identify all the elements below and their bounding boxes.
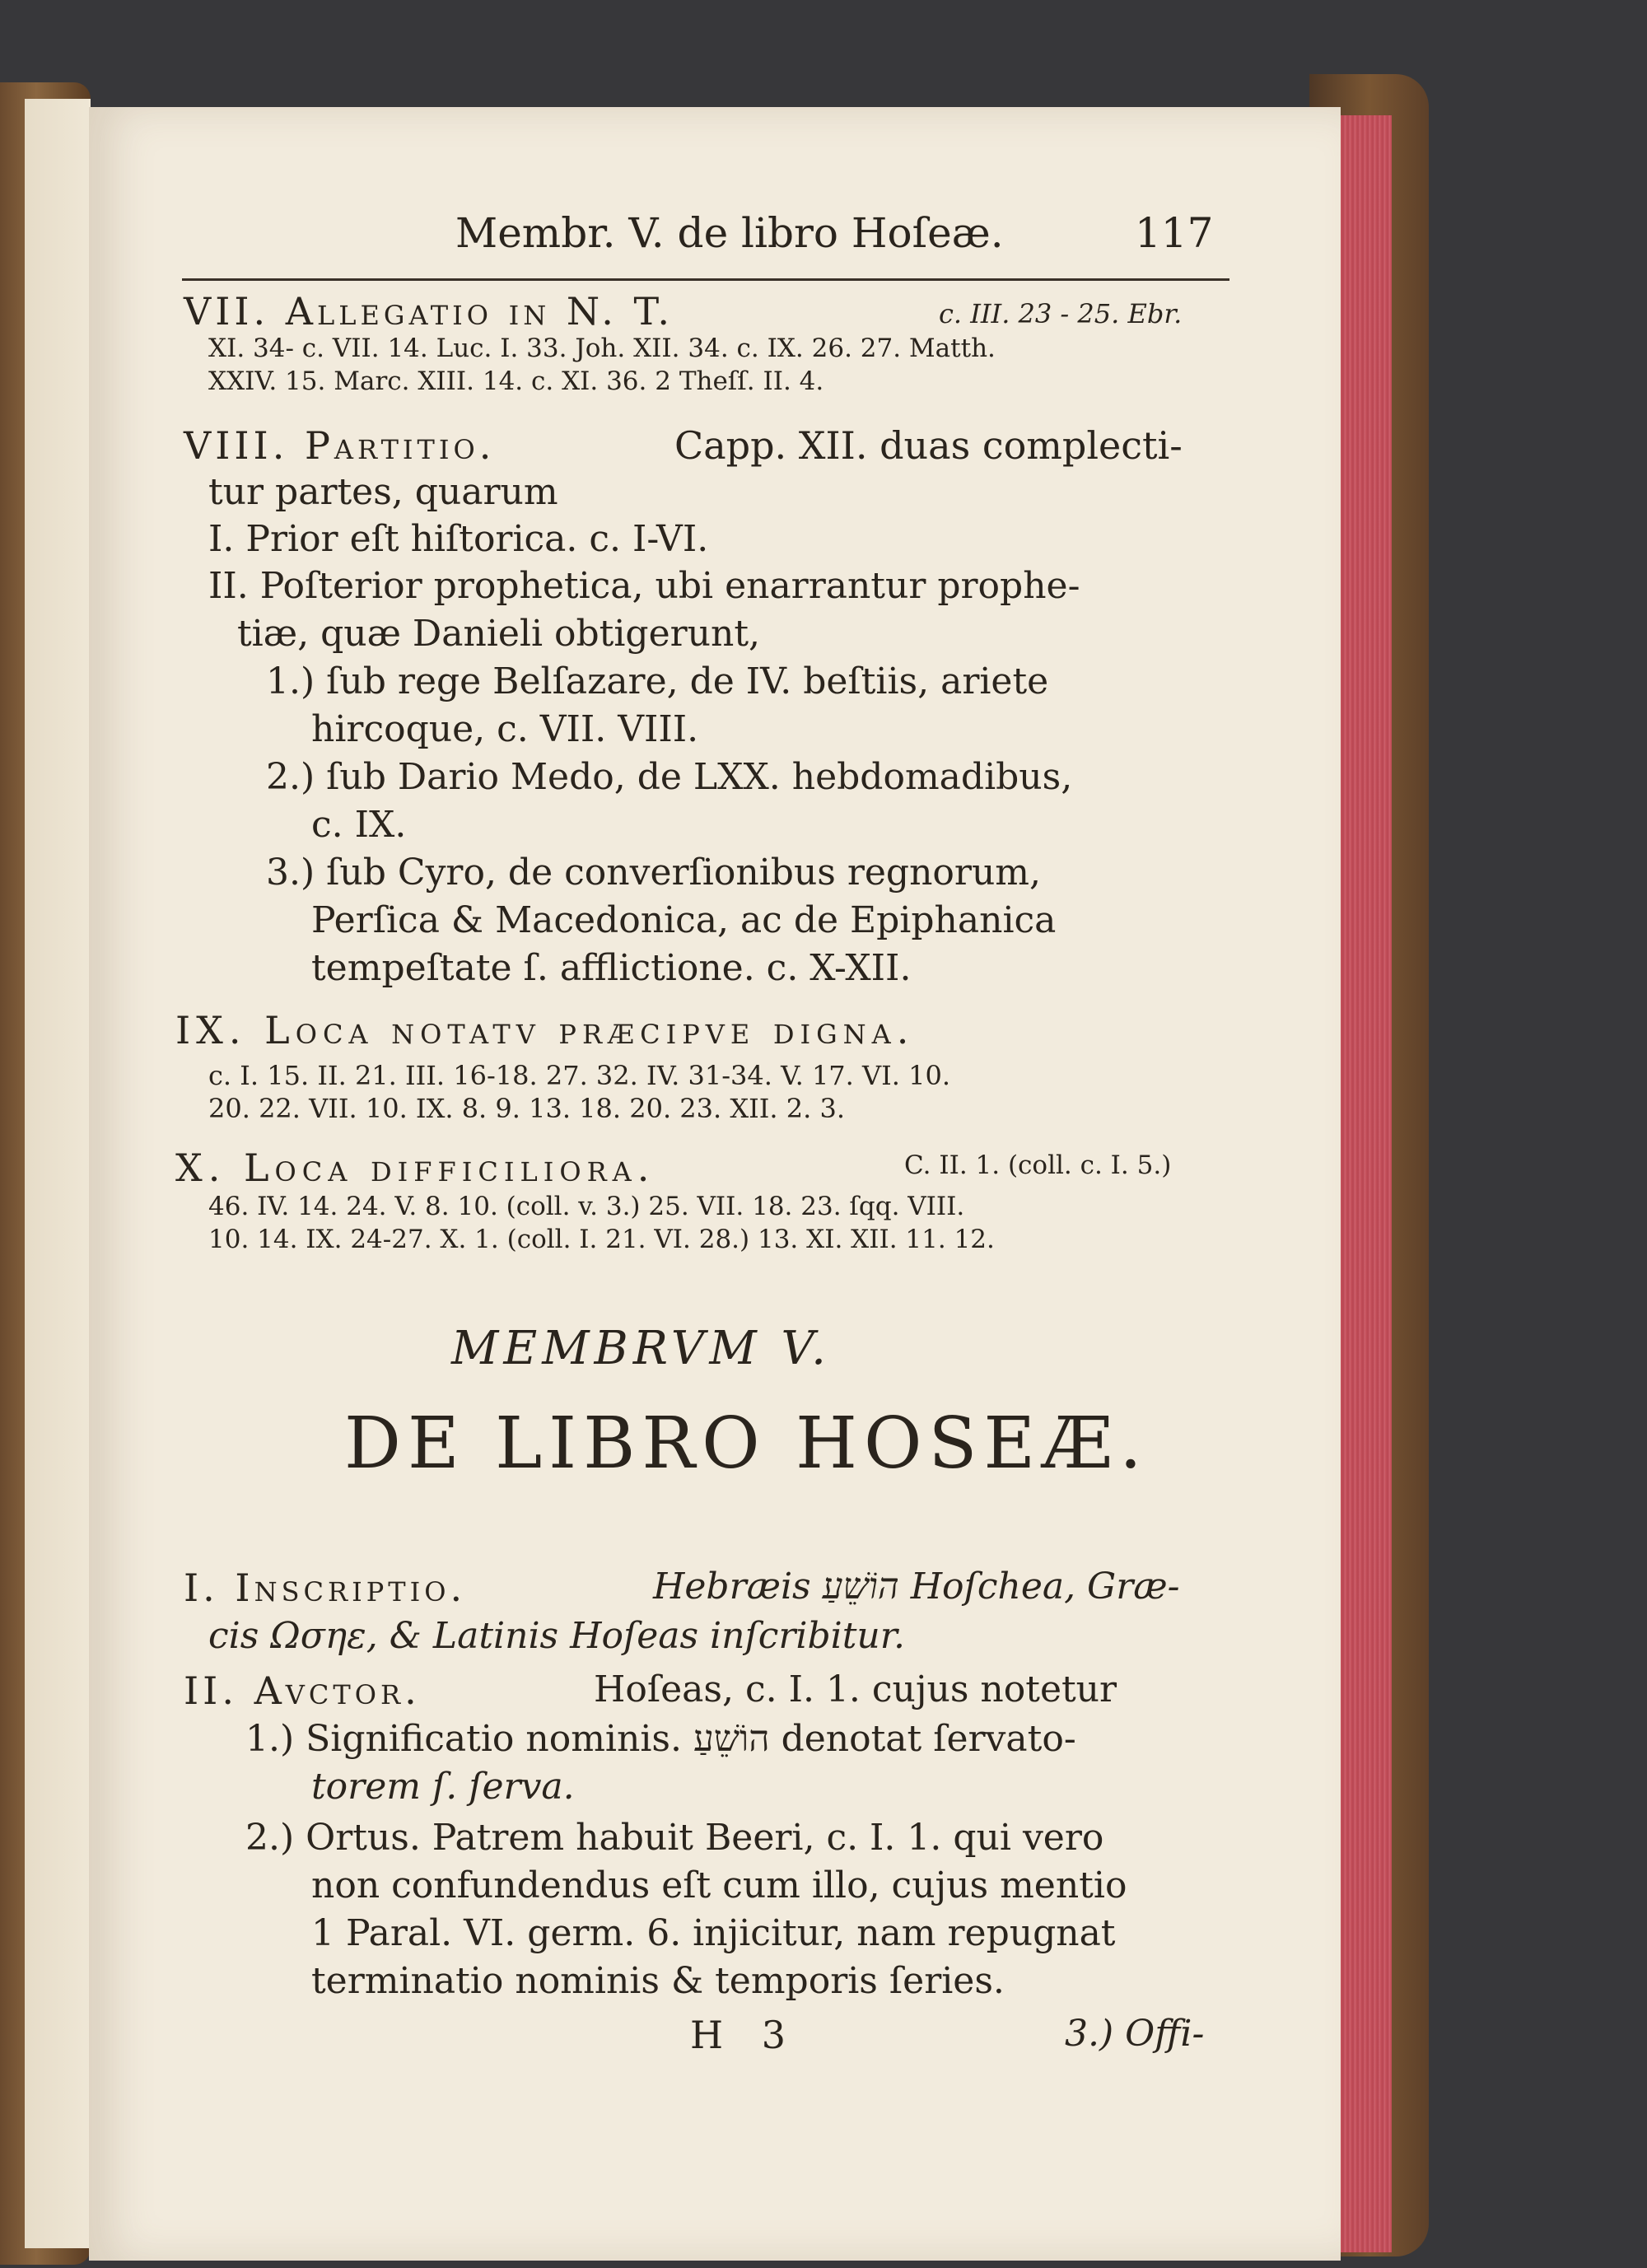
header-rule bbox=[182, 278, 1229, 281]
auctor-line: torem ſ. ſerva. bbox=[311, 1766, 575, 1808]
section-viii-heading: VIII. Partitio. bbox=[184, 423, 496, 468]
section-viii-line: tur partes, quarum bbox=[208, 471, 558, 513]
section-ix-line: 20. 22. VII. 10. IX. 8. 9. 13. 18. 20. 23. XII. 2. 3. bbox=[208, 1093, 845, 1124]
section-x-line: 10. 14. IX. 24-27. X. 1. (coll. I. 21. VI. 28.) 13. XI. XII. 11. 12. bbox=[208, 1225, 995, 1254]
section-viii-line: tiæ, quæ Danieli obtigerunt, bbox=[237, 613, 761, 655]
section-vii-line: XI. 34- c. VII. 14. Luc. I. 33. Joh. XII. 34. c. IX. 26. 27. Matth. bbox=[208, 334, 996, 363]
auctor-line: 2.) Ortus. Patrem habuit Beeri, c. I. 1. qui vero bbox=[245, 1817, 1104, 1859]
auctor-line: Hoſeas, c. I. 1. cujus notetur bbox=[594, 1668, 1117, 1710]
inscriptio-line: cis Ωσηε, & Latinis Hoſeas inſcribitur. bbox=[208, 1615, 905, 1657]
auctor-line: 1.) Significatio nominis. הוֹשֵׁעַ denotat ſervato- bbox=[245, 1718, 1076, 1760]
signature-mark: H 3 bbox=[690, 2013, 800, 2057]
auctor-heading: II. Avctor. bbox=[184, 1668, 421, 1713]
auctor-line: non confundendus eſt cum illo, cujus mentio bbox=[311, 1864, 1127, 1906]
section-ix-heading: IX. Loca notatv præcipve digna. bbox=[175, 1008, 915, 1052]
section-viii-line: tempeſtate ſ. afflictione. c. X-XII. bbox=[311, 947, 912, 989]
section-viii-line: hircoque, c. VII. VIII. bbox=[311, 708, 699, 750]
section-viii-line: I. Prior eſt hiſtorica. c. I-VI. bbox=[208, 518, 709, 560]
section-viii-line: II. Poſterior prophetica, ubi enarrantur prophe- bbox=[208, 565, 1080, 607]
section-vii-heading: VII. Allegatio in N. T. bbox=[184, 289, 674, 334]
auctor-line: 1 Paral. VI. germ. 6. injicitur, nam repugnat bbox=[311, 1912, 1116, 1954]
page-number: 117 bbox=[1135, 209, 1214, 257]
section-x-heading: X. Loca difficiliora. bbox=[175, 1146, 656, 1190]
section-viii-line: c. IX. bbox=[311, 804, 407, 846]
section-viii-line: 1.) ſub rege Belſazare, de IV. beſtiis, ariete bbox=[266, 660, 1049, 702]
section-viii-line: Capp. XII. duas complecti- bbox=[674, 423, 1183, 468]
red-page-edges bbox=[1336, 115, 1392, 2252]
section-viii-line: Perſica & Macedonica, ac de Epiphanica bbox=[311, 899, 1057, 941]
section-x-line: 46. IV. 14. 24. V. 8. 10. (coll. v. 3.) 25. VII. 18. 23. ſqq. VIII. bbox=[208, 1192, 965, 1221]
chapter-title: DE LIBRO HOSEÆ. bbox=[344, 1402, 1149, 1485]
inscriptio-heading: I. Inscriptio. bbox=[184, 1566, 467, 1610]
inscriptio-line: Hebræis הוֹשֵׁעַ Hoſchea, Græ- bbox=[653, 1566, 1180, 1608]
book-page bbox=[89, 107, 1341, 2261]
section-vii-line: XXIV. 15. Marc. XIII. 14. c. XI. 36. 2 Theſſ. II. 4. bbox=[208, 366, 824, 396]
auctor-line: terminatio nominis & temporis ſeries. bbox=[311, 1960, 1005, 2002]
left-page-edge bbox=[25, 99, 91, 2248]
membrum-label: MEMBRVM V. bbox=[451, 1322, 831, 1375]
section-viii-line: 2.) ſub Dario Medo, de LXX. hebdomadibus, bbox=[266, 756, 1073, 798]
section-ix-line: c. I. 15. II. 21. III. 16-18. 27. 32. IV. 31-34. V. 17. VI. 10. bbox=[208, 1060, 950, 1091]
section-viii-line: 3.) ſub Cyro, de converſionibus regnorum, bbox=[266, 852, 1041, 894]
catchword: 3.) Offi- bbox=[1065, 2013, 1205, 2055]
section-vii-line: c. III. 23 - 25. Ebr. bbox=[939, 298, 1183, 329]
running-title: Membr. V. de libro Hoſeæ. bbox=[455, 209, 1004, 257]
section-x-line: C. II. 1. (coll. c. I. 5.) bbox=[904, 1150, 1172, 1180]
